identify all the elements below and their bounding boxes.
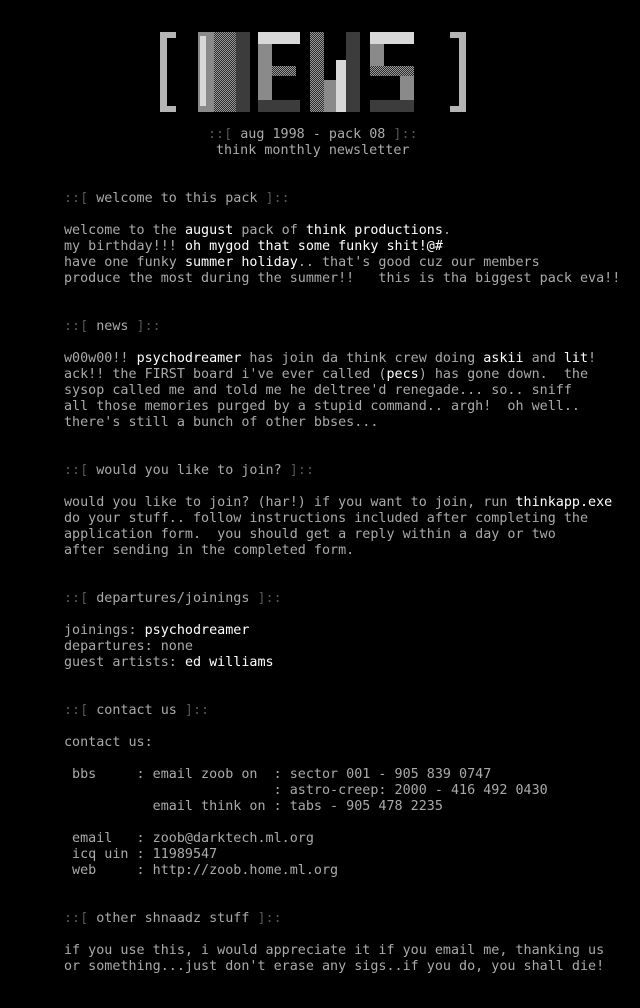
section-title-contact: ::[ contact us ]:: (64, 703, 210, 718)
left-bracket (160, 32, 176, 112)
highlight-text: pecs (386, 367, 419, 382)
highlight-text: thinkapp.exe (515, 495, 613, 510)
section-title-news: ::[ news ]:: (64, 319, 161, 334)
section-line-departures: guest artists: ed williams (64, 655, 274, 670)
section-line-contact: web : http://zoob.home.ml.org (64, 863, 339, 878)
letter-s (370, 32, 414, 112)
section-line-join: application form. you should get a reply within a day or two (64, 527, 556, 542)
section-line-departures: departures: none (64, 639, 193, 654)
section-line-join: do your stuff.. follow instructions included after completing the (64, 511, 589, 526)
highlight-text: summer holiday (184, 255, 298, 270)
section-line-news: w00w00!! psychodreamer has join da think crew doing askii and lit! (64, 351, 597, 366)
highlight-text: august (184, 223, 234, 238)
section-line-news: sysop called me and told me he deltree'd renegade... so.. sniff (64, 383, 572, 398)
highlight-text: ed williams (184, 655, 274, 670)
section-line-contact: bbs : email zoob on : sector 001 - 905 839 0747 (64, 767, 492, 782)
section-line-news: ack!! the FIRST board i've ever called (pecs) has gone down. the (64, 367, 589, 382)
section-line-other: or something...just don't erase any sigs..if you do, you shall die! (64, 959, 605, 974)
section-line-join: would you like to join? (har!) if you want to join, run thinkapp.exe (64, 495, 613, 510)
right-bracket (450, 32, 466, 112)
section-line-contact: email think on : tabs - 905 478 2235 (64, 799, 443, 814)
section-line-contact: email : zoob@darktech.ml.org (64, 831, 314, 846)
highlight-text: psychodreamer (144, 623, 250, 638)
news-logo (160, 30, 466, 114)
section-line-contact: : astro-creep: 2000 - 416 492 0430 (64, 783, 548, 798)
section-line-departures: joinings: psychodreamer (64, 623, 250, 638)
section-line-contact: contact us: (64, 735, 153, 750)
section-title-departures: ::[ departures/joinings ]:: (64, 591, 282, 606)
section-line-welcome: my birthday!!! oh mygod that some funky shit!@# (64, 239, 443, 254)
letter-w (310, 32, 360, 112)
highlight-text: think productions (305, 223, 443, 238)
highlight-text: askii (483, 351, 524, 366)
highlight-text: oh mygod that some funky shit!@# (176, 239, 443, 254)
section-title-welcome: ::[ welcome to this pack ]:: (64, 191, 290, 206)
header-pack-text: aug 1998 - pack 08 (240, 127, 386, 142)
highlight-text: lit (563, 351, 589, 366)
letter-n (198, 32, 250, 112)
letter-e (258, 32, 300, 112)
highlight-text: psychodreamer (136, 351, 242, 366)
header-pack-line: ::[ aug 1998 - pack 08 ]:: (208, 127, 418, 142)
section-line-welcome: have one funky summer holiday.. that's good cuz our members (64, 255, 540, 270)
section-line-news: all those memories purged by a stupid command.. argh! oh well.. (64, 399, 580, 414)
section-line-welcome: welcome to the august pack of think productions. (64, 223, 451, 238)
section-line-contact: icq uin : 11989547 (64, 847, 218, 862)
section-title-other: ::[ other shnaadz stuff ]:: (64, 911, 282, 926)
section-line-other: if you use this, i would appreciate it if you email me, thanking us (64, 943, 605, 958)
section-line-news: there's still a bunch of other bbses... (64, 415, 379, 430)
section-title-join: ::[ would you like to join? ]:: (64, 463, 314, 478)
section-line-welcome: produce the most during the summer!! this is tha biggest pack eva!! (64, 271, 621, 286)
header-subtitle: think monthly newsletter (216, 143, 410, 158)
section-line-join: after sending in the completed form. (64, 543, 355, 558)
